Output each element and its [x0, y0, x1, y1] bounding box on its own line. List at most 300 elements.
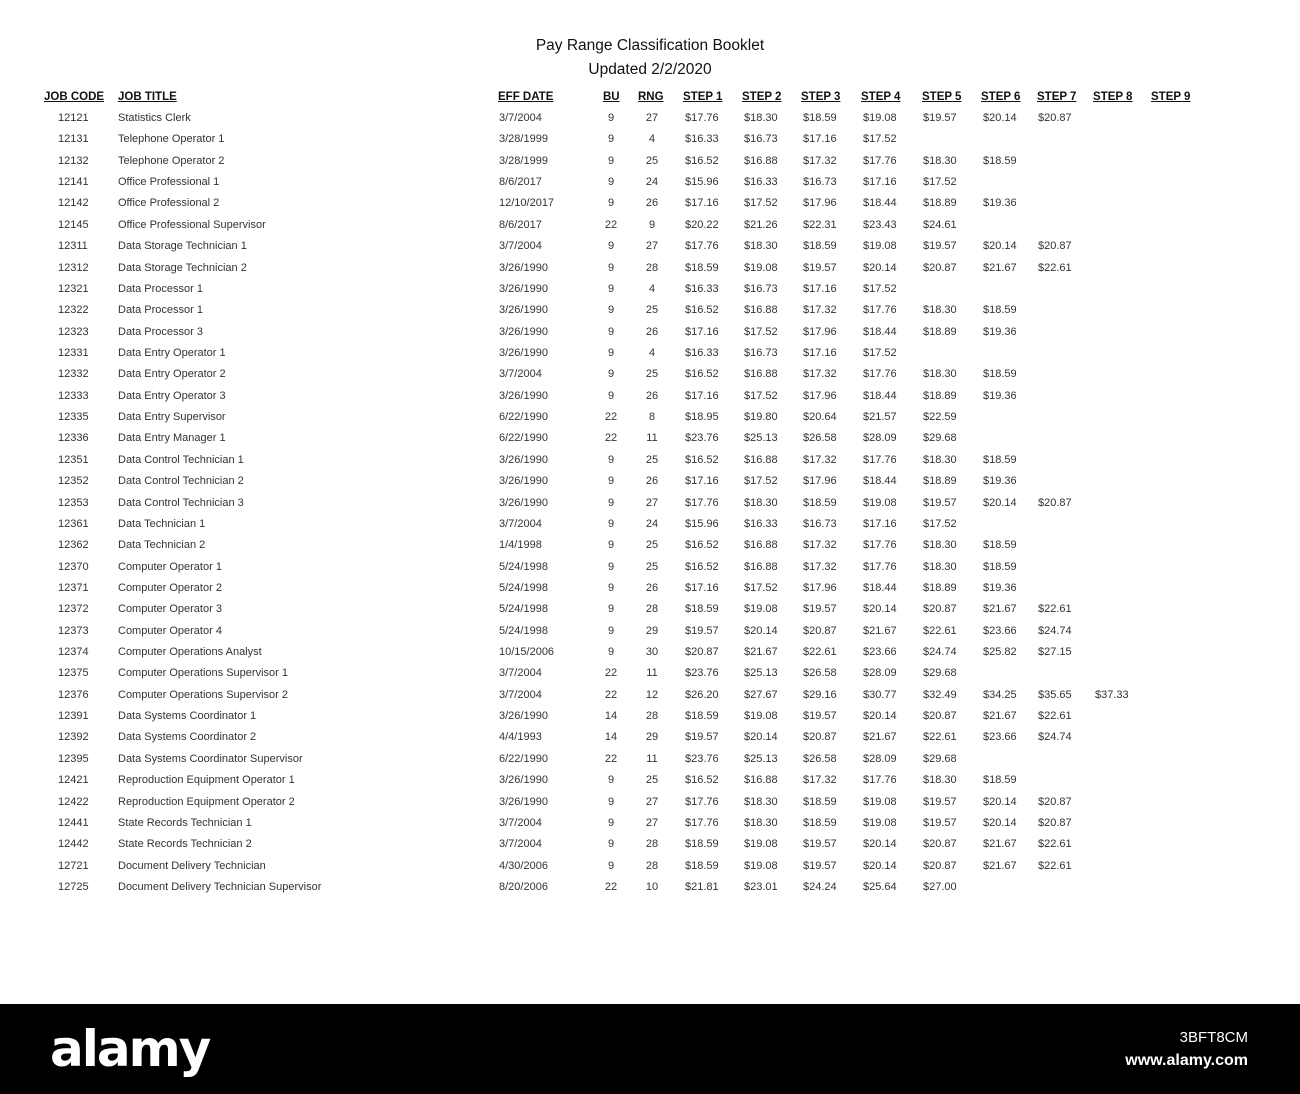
cell-step-1: $18.59	[685, 710, 719, 723]
cell-eff-date: 3/7/2004	[499, 240, 542, 253]
cell-eff-date: 4/4/1993	[499, 731, 542, 744]
table-row	[0, 667, 1300, 687]
cell-step-3: $26.58	[803, 752, 837, 765]
cell-eff-date: 6/22/1990	[499, 432, 548, 445]
cell-job-code: 12145	[58, 218, 89, 231]
cell-job-code: 12131	[58, 133, 89, 146]
cell-step-6: $19.36	[983, 475, 1017, 488]
cell-rng: 29	[645, 624, 659, 637]
cell-step-2: $19.80	[744, 411, 778, 424]
table-row	[0, 561, 1300, 581]
cell-step-2: $18.30	[744, 795, 778, 808]
cell-step-3: $17.32	[803, 304, 837, 317]
cell-step-3: $17.96	[803, 325, 837, 338]
cell-step-3: $16.73	[803, 517, 837, 530]
cell-step-4: $17.52	[863, 133, 897, 146]
cell-step-7: $20.87	[1038, 496, 1072, 509]
cell-step-3: $19.57	[803, 603, 837, 616]
cell-job-title: Computer Operator 3	[118, 603, 222, 616]
table-row	[0, 112, 1300, 132]
cell-rng: 25	[645, 154, 659, 167]
table-row	[0, 454, 1300, 474]
cell-job-title: State Records Technician 1	[118, 816, 252, 829]
cell-bu: 9	[607, 539, 615, 552]
table-row	[0, 860, 1300, 880]
cell-step-2: $16.88	[744, 774, 778, 787]
cell-bu: 9	[607, 197, 615, 210]
cell-job-code: 12371	[58, 581, 89, 594]
cell-bu: 9	[607, 838, 615, 851]
cell-step-1: $23.76	[685, 432, 719, 445]
cell-job-title: Computer Operator 2	[118, 581, 222, 594]
cell-job-title: Computer Operations Supervisor 2	[118, 688, 288, 701]
cell-bu: 9	[607, 581, 615, 594]
cell-job-title: Computer Operations Supervisor 1	[118, 667, 288, 680]
cell-job-title: Computer Operator 4	[118, 624, 222, 637]
cell-step-4: $28.09	[863, 432, 897, 445]
cell-rng: 27	[645, 795, 659, 808]
table-row	[0, 347, 1300, 367]
cell-bu: 9	[607, 368, 615, 381]
cell-rng: 29	[645, 731, 659, 744]
cell-step-8: $37.33	[1095, 688, 1129, 701]
cell-step-4: $28.09	[863, 752, 897, 765]
cell-step-4: $20.14	[863, 603, 897, 616]
cell-step-2: $17.52	[744, 325, 778, 338]
cell-step-3: $17.32	[803, 539, 837, 552]
cell-step-5: $17.52	[923, 176, 957, 189]
cell-eff-date: 3/7/2004	[499, 517, 542, 530]
cell-job-code: 12370	[58, 560, 89, 573]
cell-eff-date: 8/6/2017	[499, 218, 542, 231]
cell-step-6: $19.36	[983, 197, 1017, 210]
cell-eff-date: 5/24/1998	[499, 624, 548, 637]
cell-bu: 9	[607, 517, 615, 530]
cell-eff-date: 3/26/1990	[499, 475, 548, 488]
cell-bu: 9	[607, 133, 615, 146]
cell-step-3: $20.87	[803, 624, 837, 637]
cell-job-title: Computer Operations Analyst	[118, 646, 262, 659]
cell-step-2: $16.73	[744, 133, 778, 146]
cell-step-3: $17.32	[803, 560, 837, 573]
document-title: Pay Range Classification Booklet	[535, 37, 765, 54]
cell-eff-date: 3/7/2004	[499, 368, 542, 381]
cell-step-4: $30.77	[863, 688, 897, 701]
cell-step-5: $22.59	[923, 411, 957, 424]
cell-step-4: $19.08	[863, 112, 897, 124]
cell-bu: 9	[607, 261, 615, 274]
cell-step-3: $19.57	[803, 710, 837, 723]
cell-bu: 9	[607, 282, 615, 295]
cell-step-4: $20.14	[863, 261, 897, 274]
cell-step-5: $18.89	[923, 389, 957, 402]
cell-eff-date: 6/22/1990	[499, 411, 548, 424]
cell-step-6: $23.66	[983, 624, 1017, 637]
cell-job-code: 12332	[58, 368, 89, 381]
cell-step-1: $23.76	[685, 752, 719, 765]
cell-step-7: $22.61	[1038, 603, 1072, 616]
cell-step-5: $18.30	[923, 368, 957, 381]
cell-step-1: $17.16	[685, 389, 719, 402]
cell-rng: 11	[646, 752, 658, 765]
cell-step-3: $18.59	[803, 240, 837, 253]
cell-bu: 22	[604, 432, 618, 445]
cell-eff-date: 3/7/2004	[499, 838, 542, 851]
cell-rng: 10	[645, 881, 659, 893]
cell-bu: 9	[607, 176, 615, 189]
cell-bu: 9	[607, 346, 615, 359]
cell-bu: 14	[604, 710, 618, 723]
cell-step-2: $19.08	[744, 261, 778, 274]
cell-step-4: $19.08	[863, 496, 897, 509]
cell-eff-date: 3/26/1990	[499, 389, 548, 402]
cell-step-2: $17.52	[744, 581, 778, 594]
cell-step-2: $18.30	[744, 112, 778, 124]
table-row	[0, 689, 1300, 709]
cell-job-code: 12725	[58, 881, 89, 893]
cell-job-title: Data Control Technician 2	[118, 475, 244, 488]
cell-step-1: $16.52	[685, 368, 719, 381]
cell-step-3: $16.73	[803, 176, 837, 189]
cell-step-5: $22.61	[923, 624, 957, 637]
cell-job-code: 12375	[58, 667, 89, 680]
cell-step-2: $18.30	[744, 240, 778, 253]
cell-step-1: $18.95	[685, 411, 719, 424]
cell-step-6: $18.59	[983, 154, 1017, 167]
table-row	[0, 603, 1300, 623]
cell-job-code: 12721	[58, 859, 89, 872]
cell-rng: 28	[645, 859, 659, 872]
cell-step-7: $35.65	[1038, 688, 1072, 701]
cell-step-5: $29.68	[923, 432, 957, 445]
cell-step-7: $22.61	[1038, 710, 1072, 723]
cell-eff-date: 1/4/1998	[499, 539, 542, 552]
cell-job-code: 12141	[58, 176, 89, 189]
cell-step-7: $22.61	[1038, 838, 1072, 851]
cell-step-4: $17.76	[863, 453, 897, 466]
cell-step-4: $17.52	[863, 282, 897, 295]
table-row	[0, 283, 1300, 303]
cell-rng: 11	[646, 432, 658, 445]
cell-step-4: $20.14	[863, 859, 897, 872]
cell-step-3: $17.96	[803, 581, 837, 594]
cell-step-4: $17.16	[863, 517, 897, 530]
table-row	[0, 582, 1300, 602]
cell-step-1: $18.59	[685, 261, 719, 274]
cell-bu: 9	[607, 646, 615, 659]
cell-job-code: 12322	[58, 304, 89, 317]
cell-job-code: 12121	[58, 112, 89, 124]
cell-job-code: 12374	[58, 646, 89, 659]
cell-step-1: $16.52	[685, 304, 719, 317]
image-id: 3BFT8CM	[1179, 1029, 1248, 1046]
cell-job-code: 12441	[58, 816, 89, 829]
cell-step-4: $23.66	[863, 646, 897, 659]
cell-job-title: Reproduction Equipment Operator 2	[118, 795, 295, 808]
cell-step-3: $22.61	[803, 646, 837, 659]
cell-rng: 11	[646, 667, 658, 680]
cell-bu: 9	[607, 453, 615, 466]
cell-step-4: $17.52	[863, 346, 897, 359]
cell-step-5: $18.30	[923, 774, 957, 787]
table-row	[0, 646, 1300, 666]
cell-step-6: $20.14	[983, 112, 1017, 124]
cell-step-5: $18.89	[923, 197, 957, 210]
cell-step-2: $20.14	[744, 624, 778, 637]
cell-bu: 9	[607, 240, 615, 253]
cell-job-code: 12376	[58, 688, 89, 701]
cell-step-3: $26.58	[803, 667, 837, 680]
cell-job-code: 12372	[58, 603, 89, 616]
cell-step-1: $26.20	[685, 688, 719, 701]
cell-rng: 27	[645, 112, 659, 124]
cell-step-3: $18.59	[803, 496, 837, 509]
cell-step-1: $18.59	[685, 603, 719, 616]
cell-eff-date: 3/26/1990	[499, 261, 548, 274]
cell-job-code: 12351	[58, 453, 89, 466]
cell-step-1: $16.52	[685, 154, 719, 167]
cell-bu: 9	[607, 816, 615, 829]
cell-job-code: 12352	[58, 475, 89, 488]
cell-eff-date: 3/26/1990	[499, 774, 548, 787]
cell-bu: 9	[607, 154, 615, 167]
document-subtitle: Updated 2/2/2020	[588, 61, 712, 78]
cell-job-code: 12132	[58, 154, 89, 167]
cell-step-3: $20.64	[803, 411, 837, 424]
cell-job-title: Document Delivery Technician	[118, 859, 266, 872]
cell-job-code: 12321	[58, 282, 89, 295]
cell-step-6: $23.66	[983, 731, 1017, 744]
cell-step-5: $19.57	[923, 112, 957, 124]
cell-step-3: $17.16	[803, 282, 837, 295]
cell-step-3: $17.32	[803, 774, 837, 787]
cell-eff-date: 3/26/1990	[499, 496, 548, 509]
cell-eff-date: 5/24/1998	[499, 581, 548, 594]
cell-job-code: 12391	[58, 710, 89, 723]
cell-step-1: $19.57	[685, 624, 719, 637]
table-row	[0, 411, 1300, 431]
cell-job-title: Reproduction Equipment Operator 1	[118, 774, 295, 787]
cell-bu: 9	[607, 603, 615, 616]
cell-eff-date: 5/24/1998	[499, 560, 548, 573]
cell-rng: 25	[645, 453, 659, 466]
cell-step-2: $16.33	[744, 176, 778, 189]
cell-step-7: $20.87	[1038, 795, 1072, 808]
cell-step-2: $19.08	[744, 710, 778, 723]
cell-job-code: 12421	[58, 774, 89, 787]
cell-step-5: $20.87	[923, 710, 957, 723]
cell-step-1: $16.52	[685, 560, 719, 573]
cell-step-6: $21.67	[983, 603, 1017, 616]
table-row	[0, 219, 1300, 239]
cell-step-1: $23.76	[685, 667, 719, 680]
cell-step-1: $18.59	[685, 838, 719, 851]
cell-step-4: $19.08	[863, 795, 897, 808]
cell-step-3: $19.57	[803, 261, 837, 274]
cell-job-code: 12362	[58, 539, 89, 552]
cell-step-7: $24.74	[1038, 731, 1072, 744]
header-step-5: STEP 5	[922, 91, 962, 103]
cell-step-6: $21.67	[983, 859, 1017, 872]
cell-job-code: 12361	[58, 517, 89, 530]
cell-rng: 26	[645, 325, 659, 338]
cell-step-5: $18.89	[923, 475, 957, 488]
header-step-7: STEP 7	[1037, 91, 1077, 103]
table-row	[0, 368, 1300, 388]
table-row	[0, 432, 1300, 452]
header-step-2: STEP 2	[742, 91, 782, 103]
cell-step-6: $21.67	[983, 261, 1017, 274]
cell-step-4: $17.76	[863, 539, 897, 552]
cell-rng: 28	[645, 603, 659, 616]
cell-eff-date: 10/15/2006	[499, 646, 555, 659]
cell-rng: 28	[645, 710, 659, 723]
cell-step-6: $18.59	[983, 304, 1017, 317]
cell-bu: 9	[607, 560, 615, 573]
cell-step-3: $17.16	[803, 346, 837, 359]
cell-step-5: $20.87	[923, 838, 957, 851]
cell-step-1: $17.16	[685, 325, 719, 338]
cell-step-6: $19.36	[983, 389, 1017, 402]
table-row	[0, 518, 1300, 538]
cell-step-1: $20.22	[685, 218, 719, 231]
cell-job-title: Data Entry Operator 3	[118, 389, 226, 402]
cell-step-5: $18.89	[923, 325, 957, 338]
cell-eff-date: 3/28/1999	[499, 133, 548, 146]
table-row	[0, 390, 1300, 410]
header-step-1: STEP 1	[683, 91, 723, 103]
cell-step-2: $27.67	[744, 688, 778, 701]
cell-step-4: $19.08	[863, 816, 897, 829]
table-row	[0, 817, 1300, 837]
cell-job-code: 12392	[58, 731, 89, 744]
cell-step-1: $16.33	[685, 282, 719, 295]
cell-step-3: $20.87	[803, 731, 837, 744]
cell-step-6: $20.14	[983, 795, 1017, 808]
cell-rng: 4	[648, 346, 656, 359]
cell-bu: 22	[604, 667, 618, 680]
cell-rng: 26	[645, 581, 659, 594]
cell-step-4: $17.76	[863, 560, 897, 573]
cell-step-5: $18.89	[923, 581, 957, 594]
cell-eff-date: 8/20/2006	[499, 881, 548, 893]
cell-eff-date: 12/10/2017	[499, 197, 555, 210]
cell-step-3: $17.32	[803, 453, 837, 466]
cell-rng: 28	[645, 838, 659, 851]
cell-step-7: $24.74	[1038, 624, 1072, 637]
cell-step-1: $17.16	[685, 475, 719, 488]
cell-job-code: 12312	[58, 261, 89, 274]
cell-step-5: $19.57	[923, 240, 957, 253]
cell-step-3: $17.16	[803, 133, 837, 146]
table-row	[0, 774, 1300, 794]
cell-step-2: $25.13	[744, 432, 778, 445]
cell-step-4: $21.57	[863, 411, 897, 424]
cell-rng: 8	[648, 411, 656, 424]
cell-step-6: $20.14	[983, 496, 1017, 509]
header-job-code: JOB CODE	[44, 91, 105, 103]
cell-step-6: $25.82	[983, 646, 1017, 659]
cell-step-5: $18.30	[923, 304, 957, 317]
cell-step-1: $17.16	[685, 197, 719, 210]
cell-job-title: Data Processor 1	[118, 304, 203, 317]
cell-job-title: Data Storage Technician 2	[118, 261, 247, 274]
cell-bu: 9	[607, 325, 615, 338]
cell-step-3: $22.31	[803, 218, 837, 231]
cell-step-3: $29.16	[803, 688, 837, 701]
cell-step-1: $18.59	[685, 859, 719, 872]
cell-job-title: Office Professional 1	[118, 176, 220, 189]
cell-step-1: $15.96	[685, 176, 719, 189]
table-row	[0, 731, 1300, 751]
cell-step-1: $16.52	[685, 453, 719, 466]
cell-rng: 26	[645, 475, 659, 488]
cell-step-3: $18.59	[803, 816, 837, 829]
cell-step-3: $17.96	[803, 475, 837, 488]
cell-step-4: $19.08	[863, 240, 897, 253]
cell-job-title: Telephone Operator 2	[118, 154, 225, 167]
table-row	[0, 753, 1300, 773]
cell-step-6: $21.67	[983, 710, 1017, 723]
cell-job-title: Data Processor 3	[118, 325, 203, 338]
cell-step-2: $16.88	[744, 539, 778, 552]
cell-step-5: $17.52	[923, 517, 957, 530]
cell-step-2: $21.26	[744, 218, 778, 231]
cell-job-title: Data Processor 1	[118, 282, 203, 295]
cell-step-3: $17.96	[803, 197, 837, 210]
cell-step-4: $23.43	[863, 218, 897, 231]
cell-step-2: $19.08	[744, 603, 778, 616]
cell-bu: 14	[604, 731, 618, 744]
cell-rng: 24	[645, 517, 659, 530]
cell-step-2: $17.52	[744, 389, 778, 402]
cell-step-7: $20.87	[1038, 112, 1072, 124]
cell-job-title: State Records Technician 2	[118, 838, 252, 851]
cell-step-5: $18.30	[923, 539, 957, 552]
cell-job-code: 12333	[58, 389, 89, 402]
cell-step-5: $24.61	[923, 218, 957, 231]
cell-bu: 9	[607, 496, 615, 509]
table-row	[0, 881, 1300, 901]
cell-bu: 9	[607, 389, 615, 402]
cell-step-3: $19.57	[803, 838, 837, 851]
cell-job-title: Data Entry Operator 2	[118, 368, 226, 381]
cell-step-1: $21.81	[685, 881, 719, 893]
cell-step-2: $18.30	[744, 816, 778, 829]
cell-step-1: $20.87	[685, 646, 719, 659]
cell-bu: 9	[607, 112, 615, 124]
cell-step-6: $18.59	[983, 453, 1017, 466]
table-row	[0, 262, 1300, 282]
site-url: www.alamy.com	[1125, 1052, 1248, 1069]
cell-step-2: $16.33	[744, 517, 778, 530]
cell-step-1: $19.57	[685, 731, 719, 744]
cell-eff-date: 3/7/2004	[499, 667, 542, 680]
cell-job-code: 12353	[58, 496, 89, 509]
cell-rng: 25	[645, 304, 659, 317]
cell-step-3: $17.96	[803, 389, 837, 402]
cell-step-2: $25.13	[744, 752, 778, 765]
cell-step-1: $17.76	[685, 795, 719, 808]
alamy-logo: alamy	[50, 1020, 210, 1078]
table-row	[0, 304, 1300, 324]
cell-step-2: $19.08	[744, 859, 778, 872]
cell-step-3: $18.59	[803, 795, 837, 808]
cell-rng: 25	[645, 368, 659, 381]
cell-job-title: Document Delivery Technician Supervisor	[118, 881, 322, 893]
cell-step-4: $21.67	[863, 624, 897, 637]
cell-step-5: $19.57	[923, 496, 957, 509]
